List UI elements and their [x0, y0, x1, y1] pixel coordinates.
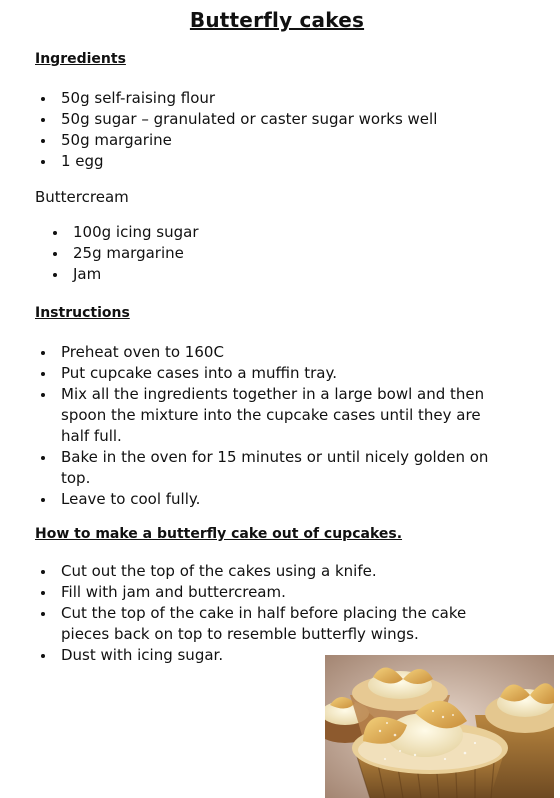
buttercream-heading: Buttercream [35, 188, 129, 206]
list-item: Put cupcake cases into a muffin tray. [35, 363, 513, 384]
list-item: Leave to cool fully. [35, 489, 513, 510]
butterfly-cakes-photo [325, 655, 554, 798]
list-item: Dust with icing sugar. [35, 645, 513, 666]
list-item: 50g margarine [35, 130, 515, 151]
ingredients-heading: Ingredients [35, 51, 126, 67]
list-item: Cut out the top of the cakes using a knife. [35, 561, 513, 582]
instructions-heading: Instructions [35, 305, 130, 321]
list-item: 50g sugar – granulated or caster sugar works well [35, 109, 515, 130]
list-item: Jam [47, 264, 487, 285]
list-item: Bake in the oven for 15 minutes or until nicely golden on top. [35, 447, 513, 489]
list-item: 25g margarine [47, 243, 487, 264]
list-item: 1 egg [35, 151, 515, 172]
butterfly-steps-list [35, 561, 513, 666]
list-item: Cut the top of the cake in half before placing the cake pieces back on top to resemble butterfly wings. [35, 603, 513, 645]
list-item: 50g self-raising flour [35, 88, 515, 109]
ingredients-list [35, 88, 515, 172]
list-item: Mix all the ingredients together in a large bowl and then spoon the mixture into the cupcake cases until they are half full. [35, 384, 513, 447]
buttercream-list [47, 222, 487, 285]
list-item: Preheat oven to 160C [35, 342, 513, 363]
list-item: 100g icing sugar [47, 222, 487, 243]
list-item: Fill with jam and buttercream. [35, 582, 513, 603]
butterfly-heading: How to make a butterfly cake out of cupcakes. [35, 526, 403, 542]
page-title: Butterfly cakes [189, 8, 365, 32]
instructions-list [35, 342, 513, 510]
